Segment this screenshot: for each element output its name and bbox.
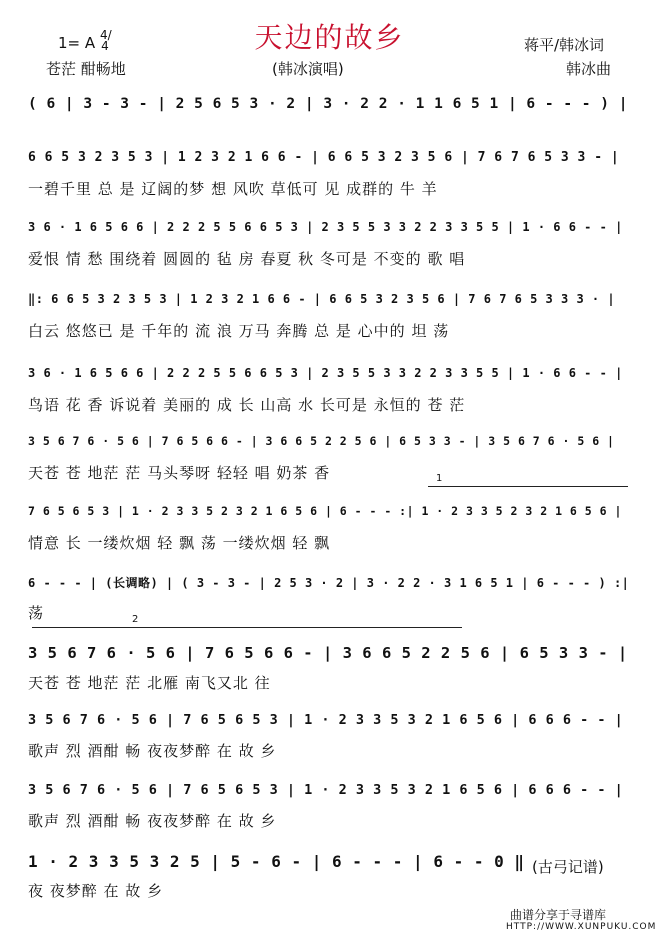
second-ending-bracket [32, 614, 462, 636]
lyric-line: 爱恨 情 愁 围绕着 圆圆的 毡 房 春夏 秋 冬可是 不变的 歌 唱 [28, 250, 466, 268]
lyric-line: 鸟语 花 香 诉说着 美丽的 成 长 山高 水 长可是 永恒的 苍 茫 [28, 396, 466, 414]
lyric-line: 荡 [28, 604, 45, 622]
first-ending-bracket [428, 473, 628, 495]
lyric-line: 白云 悠悠已 是 千年的 流 浪 万马 奔腾 总 是 心中的 坦 荡 [28, 322, 450, 340]
lyric-line: 歌声 烈 酒酣 畅 夜夜梦醉 在 故 乡 [28, 812, 277, 830]
notation-line: 3 6 · 1 6 5 6 6 | 2 2 2 5 5 6 6 5 3 | 2 3 5 5 3 3 2 2 3 3 5 5 | 1 · 6 6 - - | [28, 220, 623, 234]
lyric-line: 夜 夜梦醉 在 故 乡 [28, 882, 164, 900]
first-ending-number: 1 [436, 473, 443, 484]
notation-line: ( 6 | 3 - 3 - | 2 5 6 5 3 · 2 | 3 · 2 2 · 1 1 6 5 1 | 6 - - - ) | [28, 96, 628, 112]
composer-credit: 韩冰曲 [566, 60, 612, 78]
time-signature-value: 4/4 [100, 28, 112, 53]
song-title: 天边的故乡 [254, 21, 405, 54]
lyric-line: 一碧千里 总 是 辽阔的梦 想 风吹 草低可 见 成群的 牛 羊 [28, 180, 438, 198]
notation-line: 3 5 6 7 6 · 5 6 | 7 6 5 6 5 3 | 1 · 2 3 3 5 3 2 1 6 5 6 | 6 6 6 - - | [28, 782, 624, 798]
expression-marking: 苍茫 酣畅地 [46, 60, 126, 78]
notation-line: 3 5 6 7 6 · 5 6 | 7 6 5 6 6 - | 3 6 6 5 2 2 5 6 | 6 5 3 3 - | 3 5 6 7 6 · 5 6 | [28, 434, 615, 448]
lyric-line: 歌声 烈 酒酣 畅 夜夜梦醉 在 故 乡 [28, 742, 277, 760]
notation-line: 3 5 6 7 6 · 5 6 | 7 6 5 6 5 3 | 1 · 2 3 3 5 3 2 1 6 5 6 | 6 6 6 - - | [28, 712, 624, 728]
footer-url[interactable]: HTTP://WWW.XUNPUKU.COM [506, 922, 657, 932]
notation-line: 6 - - - | (长调略) | ( 3 - 3 - | 2 5 3 · 2 | 3 · 2 2 · 3 1 6 5 1 | 6 - - - ) :| [28, 576, 630, 590]
footer-share-text: 曲谱分享于寻谱库 [510, 908, 607, 922]
lyric-line: 天苍 苍 地茫 茫 北雁 南飞又北 往 [28, 674, 271, 692]
performer-subtitle: (韩冰演唱) [272, 60, 344, 78]
notation-line: 6 6 5 3 2 3 5 3 | 1 2 3 2 1 6 6 - | 6 6 5 3 2 3 5 6 | 7 6 7 6 5 3 3 - | [28, 150, 620, 165]
recorder-credit: (古弓记谱) [532, 858, 604, 876]
key-signature: 1= A [58, 34, 96, 52]
notation-line: 3 5 6 7 6 · 5 6 | 7 6 5 6 6 - | 3 6 6 5 2 2 5 6 | 6 5 3 3 - | [28, 644, 628, 662]
notation-line: 7 6 5 6 5 3 | 1 · 2 3 3 5 2 3 2 1 6 5 6 | 6 - - - :| 1 · 2 3 3 5 2 3 2 1 6 5 6 | [28, 504, 622, 518]
lyric-line: 情意 长 一缕炊烟 轻 飘 荡 一缕炊烟 轻 飘 [28, 534, 331, 552]
notation-line: 1 · 2 3 3 5 3 2 5 | 5 - 6 - | 6 - - - | 6 - - 0 ‖ [28, 852, 525, 871]
notation-line: 3 6 · 1 6 5 6 6 | 2 2 2 5 5 6 6 5 3 | 2 3 5 5 3 3 2 2 3 3 5 5 | 1 · 6 6 - - | [28, 366, 623, 380]
lyricist-credit: 蒋平/韩冰词 [524, 36, 605, 54]
lyric-line: 天苍 苍 地茫 茫 马头琴呀 轻轻 唱 奶茶 香 [28, 464, 331, 482]
notation-line: ‖: 6 6 5 3 2 3 5 3 | 1 2 3 2 1 6 6 - | 6 6 5 3 2 3 5 6 | 7 6 7 6 5 3 3 3 · | [28, 292, 616, 306]
second-ending-number: 2 [132, 614, 139, 625]
